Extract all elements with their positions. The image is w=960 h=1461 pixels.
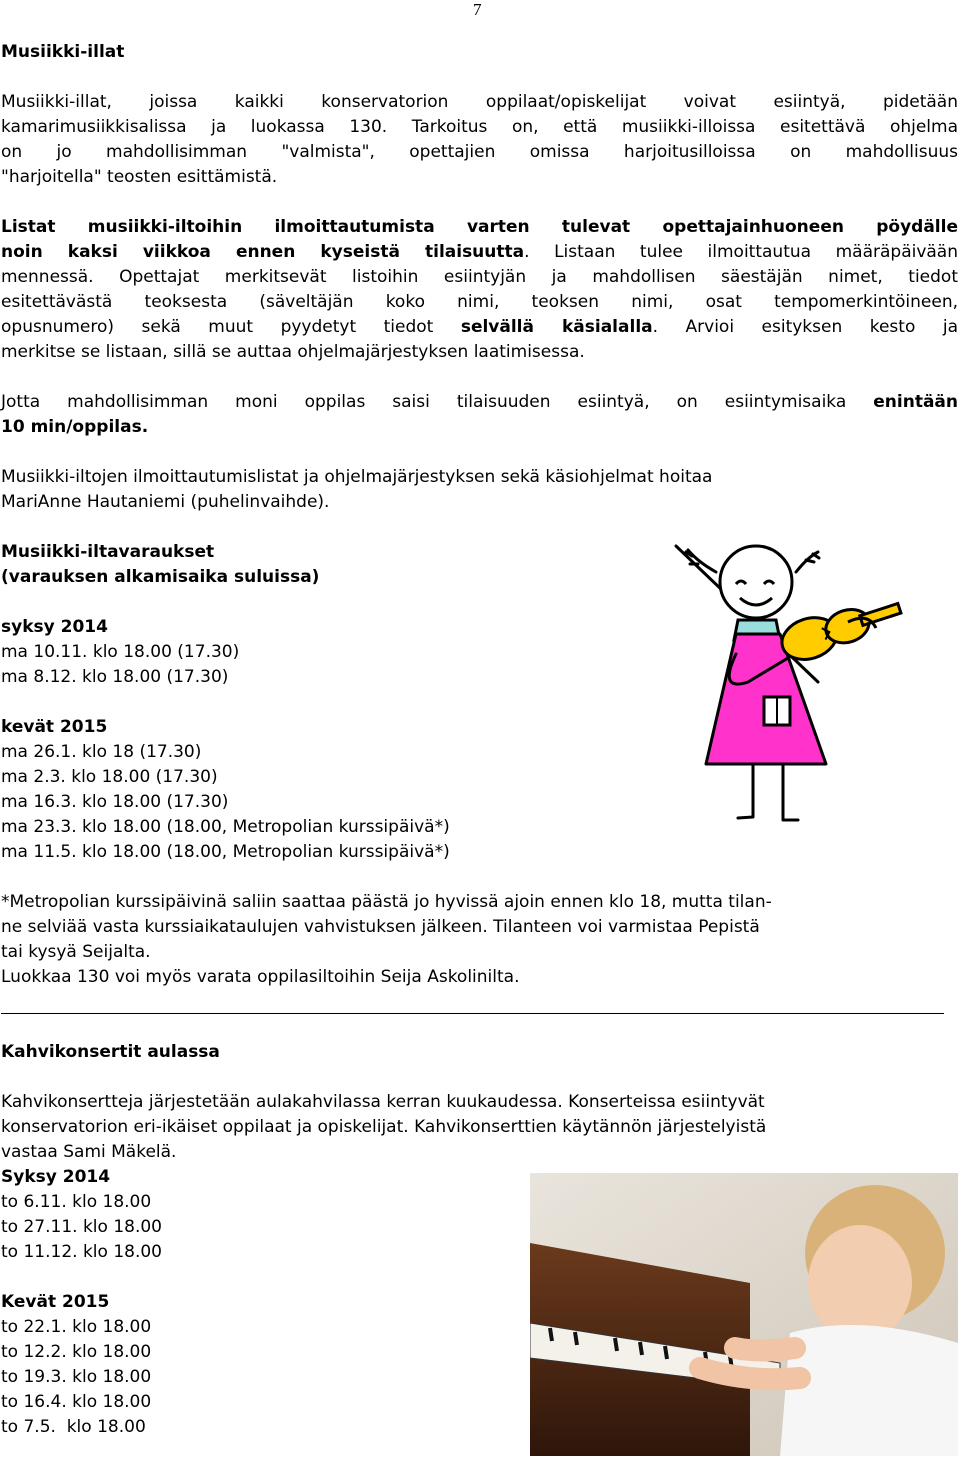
musiikki-illat-heading: Musiikki-illat <box>1 42 125 62</box>
child-playing-piano-photo <box>530 1173 958 1456</box>
para2-line: mennessä. Opettajat merkitsevät listoihin esiintyjän ja mahdollisen säestäjän nimet, tiedot <box>1 267 958 287</box>
kahvi-para-line: vastaa Sami Mäkelä. <box>1 1142 177 1162</box>
piano-photo-drawing <box>530 1173 958 1456</box>
date-item: ma 8.12. klo 18.00 (17.30) <box>1 667 229 687</box>
para2-line: esitettävästä teoksesta (säveltäjän koko nimi, teoksen nimi, osat tempomerkintöineen, <box>1 292 958 312</box>
date-item: to 16.4. klo 18.00 <box>1 1392 152 1412</box>
spring-label: kevät 2015 <box>1 717 108 737</box>
date-item: ma 10.11. klo 18.00 (17.30) <box>1 642 240 662</box>
kahvi-autumn-label: Syksy 2014 <box>1 1167 111 1187</box>
para1-line: Musiikki-illat, joissa kaikki konservatorion oppilaat/opiskelijat voivat esiintyä, pidetään <box>1 92 958 112</box>
para2-bold: noin kaksi viikkoa ennen kyseistä tilaisuutta <box>1 242 525 262</box>
para2-text: opusnumero) sekä muut pyydetyt tiedot <box>1 317 461 337</box>
para2-line <box>1 315 958 340</box>
kahvikonsertit-heading: Kahvikonsertit aulassa <box>1 1042 220 1062</box>
section-divider <box>1 1013 944 1014</box>
para3-line: 10 min/oppilas. <box>1 417 149 437</box>
para1-line: kamarimusiikkisalissa ja luokassa 130. Tarkoitus on, että musiikki-illoissa esitettävä ohjelma <box>1 117 958 137</box>
date-item: ma 2.3. klo 18.00 (17.30) <box>1 767 218 787</box>
date-item: to 11.12. klo 18.00 <box>1 1242 162 1262</box>
date-item: ma 26.1. klo 18 (17.30) <box>1 742 202 762</box>
para2-line <box>1 240 958 265</box>
date-item: to 7.5. klo 18.00 <box>1 1417 146 1437</box>
luokka-note: Luokkaa 130 voi myös varata oppilasiltoihin Seija Askolinilta. <box>1 967 520 987</box>
date-item: ma 16.3. klo 18.00 (17.30) <box>1 792 229 812</box>
footnote-line: ne selviää vasta kurssiaikataulujen vahvistuksen jälkeen. Tilanteen voi varmistaa Pepistä <box>1 917 760 937</box>
para3-text: Jotta mahdollisimman moni oppilas saisi tilaisuuden esiintyä, on esiintymisaika <box>1 392 874 412</box>
para1-line: on jo mahdollisimman "valmista", opettajien omissa harjoitusilloissa on mahdollisuus <box>1 142 958 162</box>
para3-bold: enintään <box>873 392 958 412</box>
para2-bold: selvällä käsialalla <box>460 317 653 337</box>
footnote-line: *Metropolian kurssipäivinä saliin saattaa päästä jo hyvissä ajoin ennen klo 18, mutta tilan- <box>1 892 772 912</box>
varaukset-heading: Musiikki-iltavaraukset <box>1 542 215 562</box>
footnote-line: tai kysyä Seijalta. <box>1 942 151 962</box>
varaukset-subheading: (varauksen alkamisaika suluissa) <box>1 567 320 587</box>
para4-line: Musiikki-iltojen ilmoittautumislistat ja ohjelmajärjestyksen sekä käsiohjelmat hoitaa <box>1 467 713 487</box>
para1-line: "harjoitella" teosten esittämistä. <box>1 167 278 187</box>
para2-text: . Listaan tulee ilmoittautua määräpäivään <box>524 242 959 262</box>
para2-line: Listat musiikki-iltoihin ilmoittautumista varten tulevat opettajainhuoneen pöydälle <box>1 217 958 237</box>
para3-line <box>1 390 958 415</box>
date-item: to 27.11. klo 18.00 <box>1 1217 162 1237</box>
date-item: ma 23.3. klo 18.00 (18.00, Metropolian kurssipäivä*) <box>1 817 450 837</box>
date-item: ma 11.5. klo 18.00 (18.00, Metropolian kurssipäivä*) <box>1 842 450 862</box>
date-item: to 22.1. klo 18.00 <box>1 1317 152 1337</box>
date-item: to 19.3. klo 18.00 <box>1 1367 152 1387</box>
para2-text: . Arvioi esityksen kesto ja <box>652 317 958 337</box>
date-item: to 12.2. klo 18.00 <box>1 1342 152 1362</box>
kahvi-spring-label: Kevät 2015 <box>1 1292 110 1312</box>
para4-line: MariAnne Hautaniemi (puhelinvaihde). <box>1 492 330 512</box>
kahvi-para-line: konservatorion eri-ikäiset oppilaat ja opiskelijat. Kahvikonserttien käytännön järjestelyistä <box>1 1117 767 1137</box>
para2-line: merkitse se listaan, sillä se auttaa ohjelmajärjestyksen laatimisessa. <box>1 342 585 362</box>
kahvi-para-line: Kahvikonsertteja järjestetään aulakahvilassa kerran kuukaudessa. Konserteissa esiintyvät <box>1 1092 765 1112</box>
violin-girl-illustration <box>658 542 958 832</box>
date-item: to 6.11. klo 18.00 <box>1 1192 152 1212</box>
page-number: 7 <box>473 0 482 19</box>
autumn-label: syksy 2014 <box>1 617 108 637</box>
